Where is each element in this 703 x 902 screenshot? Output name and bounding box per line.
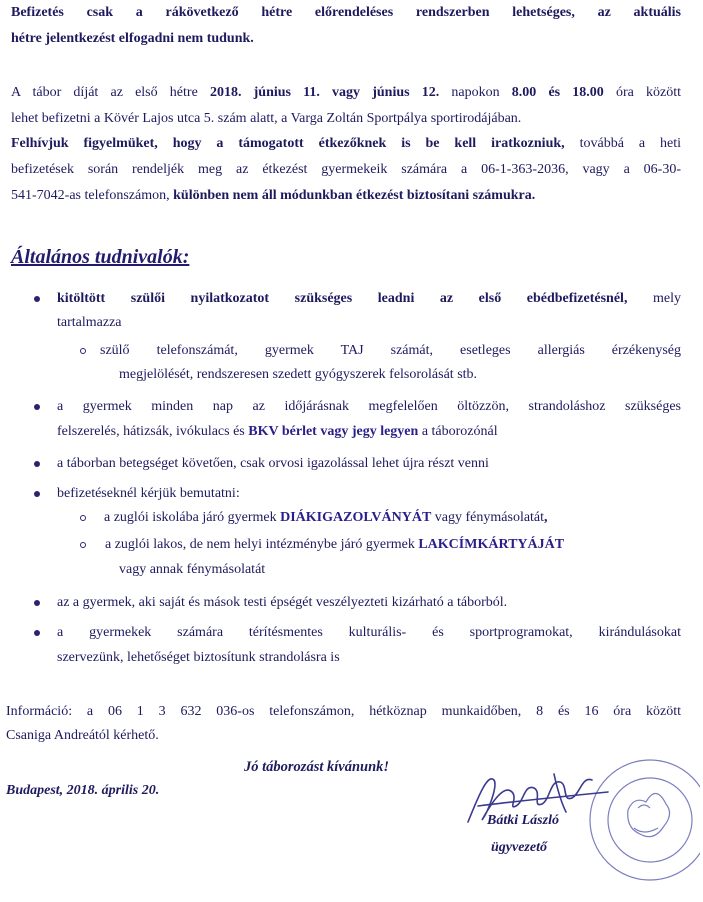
bullet-icon: [34, 461, 40, 467]
item-4-sub-text: a zuglói iskolába járó gyermek: [104, 510, 281, 525]
bullet-icon: [34, 491, 40, 497]
intro-line-1: Befizetés csak a rákövetkező hétre előrendeléses rendszerben lehetséges, az aktuális: [11, 5, 681, 20]
payment-text: napokon: [439, 85, 512, 100]
circle-bullet-icon: [80, 515, 86, 521]
signatory-name: Bátki László: [487, 813, 559, 828]
date-place: Budapest, 2018. április 20.: [6, 783, 160, 798]
bullet-icon: [34, 404, 40, 410]
item-4-lakcimkartya: LAKCÍMKÁRTYÁJÁT: [418, 537, 565, 552]
payment-line-5: [11, 186, 535, 206]
item-6-line-2: szervezünk, lehetőséget biztosítunk strandolásra is: [57, 650, 340, 665]
item-1-bold: kitöltött szülői nyilatkozatot szükséges leadni az első ebédbefizetésnél,: [57, 291, 628, 306]
payment-text: 541-7042-as telefonszámon,: [11, 188, 174, 203]
item-6-line-1: a gyermekek számára térítésmentes kulturális- és sportprogramokat, kirándulásokat: [57, 625, 681, 640]
item-4-diakigazolvany: DIÁKIGAZOLVÁNYÁT: [280, 510, 432, 525]
item-4-sub-2: [105, 535, 564, 555]
item-1-text: mely: [627, 291, 681, 306]
payment-text: óra között: [603, 85, 681, 100]
item-4-sub-text: a zuglói lakos, de nem helyi intézménybe járó gyermek: [105, 537, 419, 552]
circle-bullet-icon: [80, 542, 86, 548]
item-4-sub-text: vagy fénymásolatát: [431, 510, 545, 525]
bullet-icon: [34, 630, 40, 636]
payment-line-3: [11, 134, 681, 154]
item-2-bkv: BKV bérlet vagy jegy legyen: [248, 424, 419, 439]
item-4: befizetéseknél kérjük bemutatni:: [57, 486, 240, 501]
item-4-sub-comma: ,: [544, 510, 548, 525]
payment-hours: 8.00 és 18.00: [511, 85, 604, 100]
item-2-line-1: a gyermek minden nap az időjárásnak megfelelően öltözzön, strandoláshoz szükséges: [57, 399, 681, 414]
item-2-text: felszerelés, hátizsák, ivókulacs és: [57, 424, 249, 439]
item-1-line-2: tartalmazza: [57, 315, 122, 330]
item-4-sub-2-line-2: vagy annak fénymásolatát: [119, 562, 266, 577]
bullet-icon: [34, 600, 40, 606]
item-2-line-2: [57, 422, 498, 442]
payment-line-4: befizetések során rendeljék meg az étkezést gyermekeik számára a 06-1-363-2036, vagy a 06-30-: [11, 162, 681, 177]
closing-wish: Jó táborozást kívánunk!: [244, 759, 390, 775]
payment-dates: 2018. június 11. vagy június 12.: [209, 85, 440, 100]
circle-bullet-icon: [80, 348, 86, 354]
payment-warning: különben nem áll módunkban étkezést biztosítani számukra.: [173, 188, 536, 203]
payment-line-2: lehet befizetni a Kövér Lajos utca 5. szám alatt, a Varga Zoltán Sportpálya sportirodájában.: [11, 111, 522, 126]
payment-line-1: [11, 83, 681, 103]
item-2-text: a táborozónál: [418, 424, 498, 439]
item-1-sub-line-2: megjelölését, rendszeresen szedett gyógyszerek felsorolását stb.: [119, 367, 478, 382]
item-1-sub-line-1: szülő telefonszámát, gyermek TAJ számát, esetleges allergiás érzékenység: [100, 343, 681, 358]
item-1-line-1: [57, 289, 681, 309]
section-title: Általános tudnivalók:: [11, 246, 190, 268]
payment-text: továbbá a heti: [564, 136, 681, 151]
payment-notice: Felhívjuk figyelmüket, hogy a támogatott étkezőknek is be kell iratkozniuk,: [11, 136, 565, 151]
info-line-2: Csaniga Andreától kérhető.: [6, 728, 159, 743]
item-4-sub-1: [104, 508, 548, 528]
item-5: az a gyermek, aki saját és mások testi épségét veszélyezteti kizárható a táborból.: [57, 595, 508, 610]
item-3: a táborban betegséget követően, csak orvosi igazolással lehet újra részt venni: [57, 456, 489, 471]
signatory-role: ügyvezető: [491, 840, 547, 855]
bullet-icon: [34, 296, 40, 302]
info-line-1: Információ: a 06 1 3 632 036-os telefonszámon, hétköznap munkaidőben, 8 és 16 óra között: [6, 704, 681, 719]
payment-text: A tábor díját az első hétre: [11, 85, 210, 100]
intro-line-2: hétre jelentkezést elfogadni nem tudunk.: [11, 31, 254, 46]
